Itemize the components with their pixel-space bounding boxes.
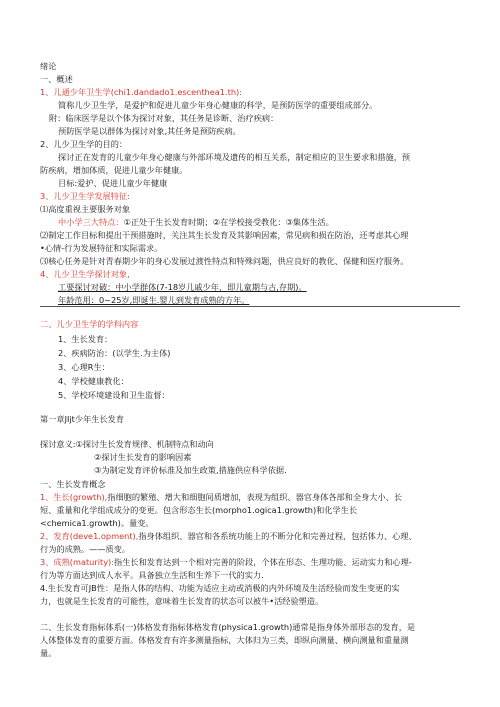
text-line-6: 预防医学是以群体为探讨对象,其任务是预防疾病。 — [58, 126, 241, 136]
text-line-28: ②探讨生长发育的影响因素 — [94, 452, 192, 462]
text-line-23: 3、心理R生： — [58, 362, 110, 372]
text-line-30: 一、生长发育概念 — [40, 479, 106, 489]
text-line-29: ③为制定发育评价标准及加生政策,措施供应科学依据. — [94, 465, 287, 475]
text-line-7: 2、儿少卫生学的目的： — [40, 139, 128, 149]
section-divider — [40, 306, 460, 307]
text-line-14: ⑵制定工作目标和提出干预措施时，关注其生长发育及其影响因素，常见病和损在防治，还考虑其心理 — [40, 230, 409, 240]
text-line-27: 探讨意义:①探讨生长发育规律、机制特点和动向 — [40, 439, 214, 449]
text-line-19: 年龄范用：0~25岁,即诞生.婴儿到发育成熟的方年。 — [58, 295, 250, 305]
text-line-40: 二、生长发育指标体系(一)体格发育指标体格发育(physica1.growth)通常是指身体外部形态的发育，是 — [40, 622, 416, 632]
text-line-26: 第一章JIjt少年生长发育 — [40, 414, 125, 424]
text-line-17: 4、儿少卫生学探讨对象, — [40, 269, 130, 279]
text-line-38: 4.生长发育可JB性：是指人体的结构、功能为适应主动或消极的内外环境及生活经验而发生变更的实 — [40, 583, 400, 593]
text-line-4: 简称儿少卫生学，是爱护和促进儿童少年身心健康的科学，是预防医学的重要组成部分。 — [58, 100, 378, 110]
text-line-35: 行为的成熟。——质变。 — [40, 544, 131, 554]
text-line-42: 量。 — [40, 648, 57, 658]
text-line-16: ⑶核心任务是针对青春期少年的身心发展过渡性特点和特殊问题，供应良好的教化、保健和医疗服务。 — [40, 256, 409, 266]
text-line-8: 探讨正在发育的儿童少年身心健康与外部环境及遗传的相互关系，制定相应的卫生要求和措施，预 — [58, 152, 411, 162]
text-line-3: 1、儿通少年卫生学(chi1.dandado1.escenthea1.th): — [40, 87, 242, 97]
text-line-11: 3、儿少卫生学发展特征: — [40, 191, 130, 201]
text-line-10: 目标:爱护、促进儿童少年健康 — [58, 178, 168, 188]
text-line-34: 2、发育(deve1.opment),指身体组织、器官和各系统功能上的不断分化和完善过程，包括体力、心理、 — [40, 531, 417, 541]
text-line-33: <chemica1.growth)。量变。 — [40, 518, 154, 528]
text-line-9: 防疾病，增加体质，促进儿童少年健康。 — [40, 165, 188, 175]
text-line-20: 二、儿少卫生学的学科内容 — [40, 319, 139, 329]
text-line-36: 3、成熟(maturity):指生长和发育达到一个相对完善的阶段，个体在形态、生理功能、运动实力和心理- — [40, 557, 412, 567]
text-line-39: 力，也就是生长发育的可能性，意味着生长发育的状态可以被牛•活经验塑造。 — [40, 596, 324, 606]
text-line-32: 短、重量和化学组成成分的变更。包含形态生长(morpho1.ogica1.growth)和化学生长 — [40, 505, 358, 515]
text-line-37: 行为等方面达到成人水平。具备独立生活和生养下一代的实力. — [40, 570, 264, 580]
text-line-15: •心情-行为发展特征和实际需求。 — [40, 243, 163, 253]
text-line-24: 4、学校健康教化： — [58, 376, 129, 386]
text-line-31: 1、生长(growth),指细胞的繁殖、增大和细胞间质增加，表现为组织、器官身体各部和全身大小、长 — [40, 492, 403, 502]
text-line-18: 工要探讨对破：中小学群体(7-18岁儿戚少年，即儿童期与古,存期)。 — [58, 282, 307, 292]
text-line-21: 1、生长发育： — [58, 334, 113, 344]
text-line-2: 一、概述 — [40, 74, 73, 84]
text-line-41: 人体整体发育的重要方面。体格发育有许多测量指标，大体归为三类，即纵向测量、横向测量和重量测 — [40, 635, 409, 645]
text-line-22: 2、疾病防治：(以学生.为主体) — [58, 348, 171, 358]
text-line-1: 绪论 — [40, 61, 57, 71]
text-line-25: 5、学校环境建设和卫生监督： — [58, 390, 170, 400]
text-line-13: 中小学三大特点：①正处于生长发育时期；②在学校接受教化：③集体生活。 — [58, 217, 334, 227]
text-line-12: ⑴高度重视主要服务对象 — [40, 204, 131, 214]
text-line-5: 附：临床医学是以个体为探讨对象，其任务是诊断、治疗疾病： — [49, 113, 279, 123]
